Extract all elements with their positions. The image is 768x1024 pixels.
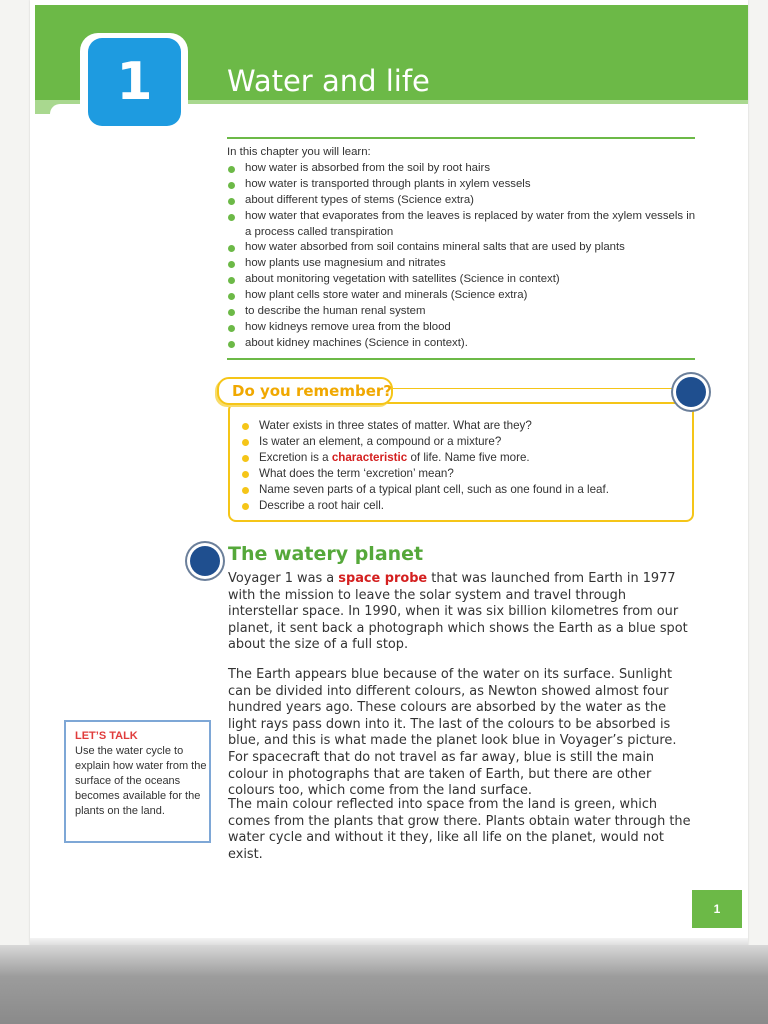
- learn-intro: In this chapter you will learn:: [227, 146, 371, 158]
- paragraph-3: The main colour reflected into space from the land is green, which comes from the plants that grow there. Plants obtain water through the water cycle and without it they, like all life on the planet, would not exist.: [228, 797, 691, 862]
- lets-talk-body: Use the water cycle to explain how water from the surface of the oceans becomes available for the plants on the land.: [75, 745, 207, 817]
- section-title: The watery planet: [228, 543, 424, 565]
- bullet-dot-icon: [676, 377, 706, 407]
- list-item: Is water an element, a compound or a mixture?: [241, 434, 691, 450]
- list-item: how kidneys remove urea from the blood: [227, 320, 697, 336]
- paragraph-1: [228, 571, 696, 654]
- list-item: about monitoring vegetation with satellites (Science in context): [227, 272, 697, 288]
- learn-section: [227, 145, 697, 352]
- list-item: Describe a root hair cell.: [241, 498, 691, 514]
- remember-header-line: [393, 388, 676, 389]
- learn-top-rule: [227, 137, 695, 139]
- paragraph-text: Voyager 1 was a: [228, 571, 339, 586]
- paragraph-2: The Earth appears blue because of the water on its surface. Sunlight can be divided into different colours, as Newton showed almost four hundred years ago. These colours are absorbed by the water as the light rays pass down into it. The last of the colours to be absorbed is blue, and this is what made the planet look blue in Voyager’s picture. For spacecraft that do not travel as far away, blue is still the main colour in photographs that are taken of Earth, but there are other colours too, which come from the land surface.: [228, 667, 677, 799]
- list-item: [241, 450, 691, 466]
- remember-section: [241, 418, 691, 514]
- learn-list: [227, 161, 697, 352]
- list-item: how plants use magnesium and nitrates: [227, 256, 697, 272]
- paragraph-text: that was launched from Earth in 1977 with the mission to leave the solar system and travel through interstellar space. In 1990, when it was six billion kilometres from our planet, it sent back a photograph which shows the Earth as a blue spot about the size of a full stop.: [228, 571, 688, 653]
- keyword-space-probe: space probe: [338, 571, 428, 586]
- list-item: What does the term ‘excretion’ mean?: [241, 466, 691, 482]
- chapter-number: 1: [116, 52, 153, 112]
- list-item: Water exists in three states of matter. What are they?: [241, 418, 691, 434]
- page-number: 1: [692, 890, 742, 928]
- remember-title: Do you remember?: [232, 382, 392, 400]
- chapter-title: Water and life: [227, 64, 430, 98]
- list-item: to describe the human renal system: [227, 304, 697, 320]
- keyword-characteristic: characteristic: [331, 451, 408, 464]
- list-item: about different types of stems (Science extra): [227, 193, 697, 209]
- lets-talk-box: [64, 720, 211, 843]
- list-item: how water that evaporates from the leaves is replaced by water from the xylem vessels in a process called transpiration: [227, 209, 697, 241]
- section-dot-icon: [190, 546, 220, 576]
- lets-talk-title: LET’S TALK: [75, 730, 138, 742]
- list-item: how water absorbed from soil contains mineral salts that are used by plants: [227, 240, 697, 256]
- list-item: how water is absorbed from the soil by root hairs: [227, 161, 697, 177]
- list-item: how water is transported through plants in xylem vessels: [227, 177, 697, 193]
- remember-list: [241, 418, 691, 514]
- list-item: Name seven parts of a typical plant cell, such as one found in a leaf.: [241, 482, 691, 498]
- list-item: how plant cells store water and minerals (Science extra): [227, 288, 697, 304]
- list-item: about kidney machines (Science in context).: [227, 336, 697, 352]
- scan-background: [0, 945, 768, 1024]
- item-text: of life. Name five more.: [407, 451, 530, 464]
- chapter-number-box: [88, 38, 181, 126]
- item-text: Excretion is a: [259, 451, 332, 464]
- learn-bottom-rule: [227, 358, 695, 360]
